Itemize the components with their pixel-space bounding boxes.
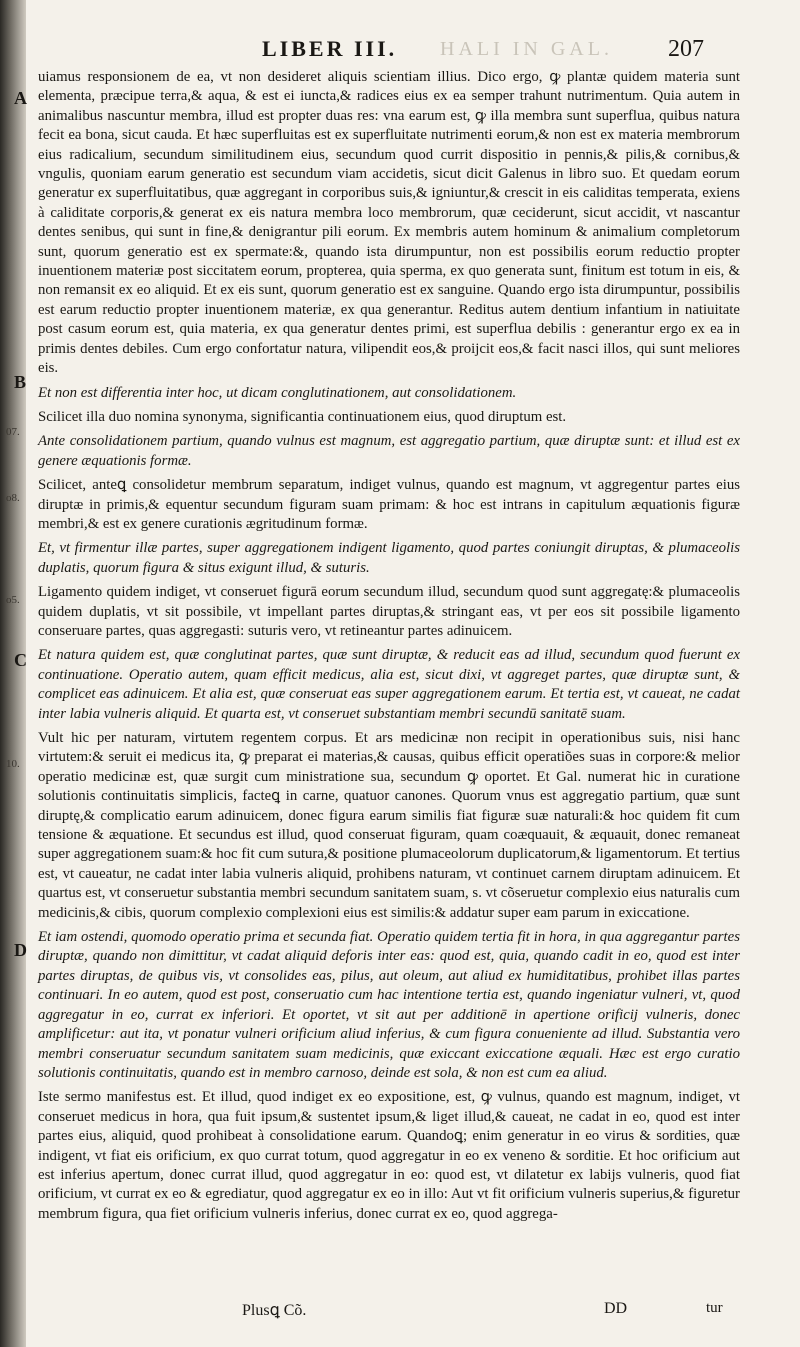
paragraph-commentary-4: Ligamento quidem indiget, vt conseruet figurā eorum secundum illud, secundum quod sunt aggregatę:& plumaceolis quidem duplatis, vt sit possibile, vt impellant partes diruptas,& stringant eas, vt per eos sit possibile ligamento conseruare partes, quas aggregasti: suturis vero, vt retineantur partes adinuicem. xyxy=(38,584,740,639)
paragraph-lemma-1: Et non est differentia inter hoc, ut dicam conglutinationem, aut consolidationem. xyxy=(38,384,517,401)
paragraph-commentary-3: Scilicet, anteꝗ consolidetur membrum separatum, indiget vulnus, quando est magnum, vt aggregentur partes eius diruptæ in primis,& equentur secundum figuram suam primam: & hoc est intrans in capitulum æquationis figuræ membri,& est ex genere curationis ægritudinum formæ. xyxy=(38,477,740,532)
folio-number: 207 xyxy=(668,36,704,62)
running-head: LIBER III. xyxy=(262,36,398,61)
margin-letter-a: A xyxy=(14,88,27,108)
page-header xyxy=(0,36,800,66)
paragraph-lemma-4: Et natura quidem est, quæ conglutinat partes, quæ sunt diruptæ, & reducit eas ad illud, secundum quod fuerunt ex continuatione. Operatio autem, quam efficit medicus, alia est, sicut dixi, vt aggreget partes, quæ diruptæ sunt, & complicet eas adinuicem. Et alia est, quæ conseruat eas super aggregationem earum. Et tertia est, vt caueat, ne cadat inter labia vulneris aliquid. Et quarta est, vt conseruet substantiam membri secundū sanitatē suam. xyxy=(38,647,740,722)
signature-mark: DD xyxy=(604,1300,628,1317)
margin-number-10: 10. xyxy=(6,758,20,770)
catchword: tur xyxy=(706,1300,723,1316)
main-text xyxy=(38,68,740,1229)
margin-letter-d: D xyxy=(14,940,27,960)
margin-number-07: 07. xyxy=(6,426,20,438)
paragraph-commentary-6: Iste sermo manifestus est. Et illud, quod indiget ex eo expositione, est, ꝙ vulnus, quando est magnum, indiget, vt conseruet medicus in hora, qua fuit ipsum,& sustentet ipsum,& liget illud,& caueat, ne cadat in eo, quod est inter partes eius, aliquid, quod prohibeat à consolidatione earum. Quandoꝗ; enim generatur in eo virus & sordities, quæ indigent, vt fiat eis orificium, ex quo currat totum, quod aggregatur in eo ex veneno & sorditie. Et hoc orificium aut est inferius apertum, donec currat illud, quod aggregatur in eo: quod est, vt dilatetur ex labijs vulneris, quod fiat orificium, vt currat ex eo & egrediatur, quod aggregatur ex eo in illo: Aut vt fit orificium vulneris superius,& figuretur membrum figura, qua fiet orificium vulneris inferius, donec currat ex eo, quod aggrega- xyxy=(38,1089,740,1222)
paragraph-commentary-1: uiamus responsionem de ea, vt non desideret aliquis scientiam illius. Dico ergo, ꝙ plantæ quidem materia sunt elementa, præcipue terra,& aqua, & est ei iuncta,& radices eius ex ea semper trahunt nutrimentum. Quia autem in animalibus nascuntur membra, illud est propter duas res: vna earum est, ꝙ illa membra sunt superflua, quibus natura fecit ea bona, sicut cauda. Et hæc superfluitas est ex superfluitate nutrimenti eorum,& non est ex materia membrorum eius radicalium, secundum similitudinem eius, secundum quod currit dispositio in pennis,& pilis,& cornibus,& vngulis, quoniam earum generatio est secundum viam accidetis, sicut dicit Galenus in libro suo. Et quedam eorum generatur ex superfluitatibus, quæ aggregant in corporibus suis,& igniuntur,& crescit in eis caliditas temperata, exiens à caliditate corporis,& generat ex eis natura membra loco membrorum, quæ ceciderunt, sicut accidit, vt nascantur dentes senibus, qui sunt in fine,& denigrantur pili eorum. Ex membris autem hominum & animalium completorum sunt, quorum generatio est ex spermate:&, quando ista dirumpuntur, non est possibilis eorum reductio propter inuentionem materiæ post siccitatem eorum, propterea, quia sperma, ex quo generata sunt, finitum est totum in eis, & non remansit ex eo aliquid. Et ex eis sunt, quorum generatio est ex sanguine. Quando ergo ista dirumpuntur, possibilis est earum reductio propter inuentionem materiæ, ex qua generantur. Reditus autem dentium infantium in natiuitate post casum eorum est, quia materia, ex qua generatur dentes primi, est superflua debilis : generantur ergo ex ea in primis dentes debiles. Cum ergo confortatur natura, vilipendit eos,& proijcit eos,& facit nasci illos, qui sunt meliores eis. xyxy=(38,69,740,377)
paragraph-lemma-5: Et iam ostendi, quomodo operatio prima et secunda fiat. Operatio quidem tertia fit in hora, in qua aggregantur partes diruptæ, quando non dimittitur, vt cadat aliquid deforis inter eas: quod est, quia, quando cadit in eo, quod est inter partes diruptas, de quibus vis, vt consolides eas, pilus, aut oleum, aut aliud ex humiditatibus, prohibet illas partes continuari. In eo autem, quod est post, conseruatio cum hac intentione tertia est, quando ingeniatur vulneri, vt, quod aggregatur in eo, currat ex inferiori. Et oportet, vt sit aut per additionē in apertione orificij vulneris, donec amplificetur: aut ita, vt ponatur vulneri orificium aliud inferius, & cum figura conueniente ad illud. Substantia vero membri conseruatur secundum sanitatem suam medicinis, quæ exiccant exiccatione æquali. Hæc est ergo curatio solutionis continuitatis, quando est in membro carnoso, deinde est sola, & non est cum ea aliud. xyxy=(38,929,740,1081)
margin-number-05: o5. xyxy=(6,594,20,606)
paragraph-commentary-2: Scilicet illa duo nomina synonyma, significantia continuationem eius, quod diruptum est. xyxy=(38,408,567,425)
book-gutter-shadow xyxy=(0,0,26,1347)
catch-left: Plusꝗ Cõ. xyxy=(242,1302,307,1319)
bleedthrough-head: HALI IN GAL. xyxy=(440,38,613,60)
margin-letter-c: C xyxy=(14,650,27,670)
margin-number-08: o8. xyxy=(6,492,20,504)
paragraph-lemma-3: Et, vt firmentur illæ partes, super aggregationem indigent ligamento, quod partes coniungit diruptas, & plumaceolis duplatis, quorum figura & situs exigunt illud, & suturis. xyxy=(38,540,740,576)
paragraph-commentary-5: Vult hic per naturam, virtutem regentem corpus. Et ars medicinæ non recipit in operationibus suis, nisi hanc virtutem:& seruit ei medicus ita, ꝙ preparat ei materias,& causas, quibus efficit operatiões suas in corpore:& melior operatio medicinæ est, quæ surgit cum ministratione sua, secundum ꝙ oportet. Et Gal. numerat hic in curatione solutionis continuitatis simplicis, facteꝗ in carne, quatuor canones. Quorum vnus est aggregatio partium, quæ sunt diruptę,& complicatio earum adinuicem, donec figura earum similis fiat figuræ suæ naturali:& hoc quidem fit cum tensione & æquatione. Et secundus est illud, quod conseruat figuram, quam coæquauit, & æquauit, donec remaneat super aggregationem suam:& hoc fit cum sutura,& positione plumaceolorum duplicatorum,& ligamentorum. Et tertius est, vt caueatur, ne cadat inter labia vulneris aliquid, prohibens naturam, vt continuet carnem diruptam adinuicem. Et quartus est, vt conseruetur substantia membri secundum sanitatem suam, s. vt cõseruetur complexio eius naturalis cum medicinis,& cibis, quorum complexio complexioni eius est similis:& addatur super eam parum in exiccatione. xyxy=(38,730,740,921)
margin-letter-b: B xyxy=(14,372,27,392)
paragraph-lemma-2: Ante consolidationem partium, quando vulnus est magnum, est aggregatio partium, quæ diruptæ sunt: et illud est ex genere æquationis formæ. xyxy=(38,433,740,469)
